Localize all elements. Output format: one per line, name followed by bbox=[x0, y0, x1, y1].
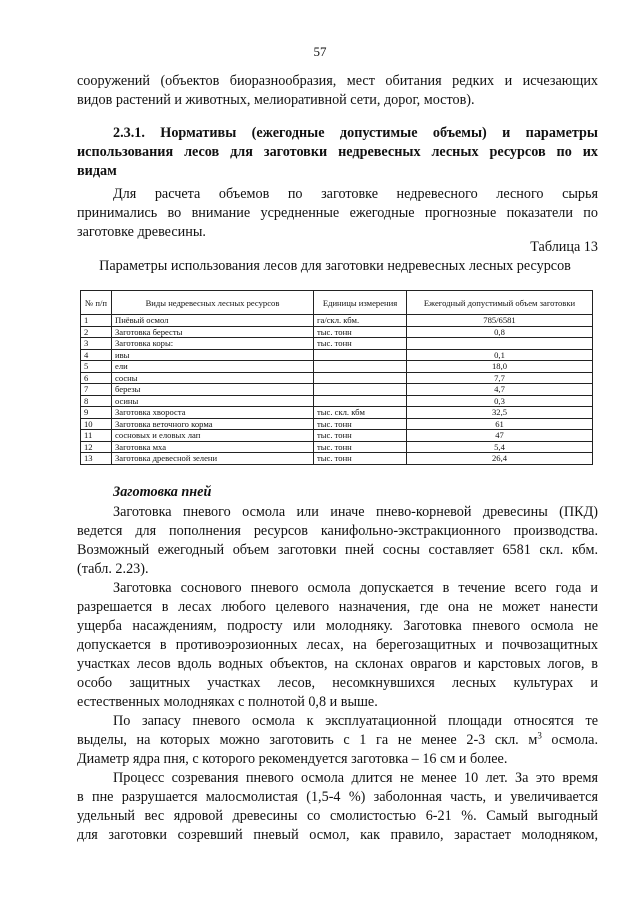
paragraph-stumps-1 bbox=[77, 503, 598, 579]
text-line: заготовке древесины. bbox=[77, 224, 206, 240]
unit-cell bbox=[314, 384, 407, 396]
header-cell: Единицы измерения bbox=[314, 291, 407, 315]
table-row bbox=[81, 430, 593, 442]
paragraph-stumps-2 bbox=[77, 579, 598, 712]
text-line: ущерба насаждениям, подросту или молодняку. Заготовка пневого осмола не bbox=[77, 618, 598, 634]
text-line: сооружений (объектов биоразнообразия, мест обитания редких и исчезающих bbox=[77, 73, 598, 89]
volume-cell: 18,0 bbox=[407, 361, 593, 373]
resource-name-cell: сосны bbox=[112, 372, 314, 384]
text-line: (табл. 2.23). bbox=[77, 561, 149, 577]
text-line: Возможный ежегодный объем заготовки пней сосны составляет 6581 скл. кбм. bbox=[77, 542, 598, 558]
volume-cell: 26,4 bbox=[407, 453, 593, 465]
text-line: Для расчета объемов по заготовке недревесного лесного сырья bbox=[113, 186, 598, 202]
table-row bbox=[81, 453, 593, 465]
paragraph-stumps-3 bbox=[77, 712, 598, 769]
resource-name-cell: Заготовка древесной зелени bbox=[112, 453, 314, 465]
unit-cell bbox=[314, 395, 407, 407]
volume-cell: 47 bbox=[407, 430, 593, 442]
row-number-cell: 1 bbox=[81, 315, 112, 327]
header-cell: Виды недревесных лесных ресурсов bbox=[112, 291, 314, 315]
resource-name-cell: березы bbox=[112, 384, 314, 396]
table-row bbox=[81, 315, 593, 327]
table-row bbox=[81, 384, 593, 396]
volume-cell: 0,8 bbox=[407, 326, 593, 338]
table-row bbox=[81, 338, 593, 350]
text-line: естественных молодняках с полнотой 0,8 и выше. bbox=[77, 694, 378, 710]
unit-cell: тыс. скл. кбм bbox=[314, 407, 407, 419]
text-line: По запасу пневого осмола к эксплуатационной площади относятся те bbox=[113, 713, 598, 729]
resource-name-cell: Заготовка веточного корма bbox=[112, 418, 314, 430]
superscript: 3 bbox=[537, 730, 542, 741]
table-header-row bbox=[81, 291, 593, 315]
text-line: в пне разрушается малосмолистая (1,5-4 %) заболонная часть, и увеличивается bbox=[77, 789, 598, 805]
header-cell: № п/п bbox=[81, 291, 112, 315]
paragraph-stumps-4 bbox=[77, 769, 598, 845]
row-number-cell: 13 bbox=[81, 453, 112, 465]
row-number-cell: 5 bbox=[81, 361, 112, 373]
table-row bbox=[81, 441, 593, 453]
unit-cell: тыс. тонн bbox=[314, 418, 407, 430]
unit-cell bbox=[314, 372, 407, 384]
intro-paragraph bbox=[77, 185, 598, 242]
row-number-cell: 6 bbox=[81, 372, 112, 384]
row-number-cell: 3 bbox=[81, 338, 112, 350]
unit-cell: га/скл. кбм. bbox=[314, 315, 407, 327]
volume-cell: 32,5 bbox=[407, 407, 593, 419]
row-number-cell: 9 bbox=[81, 407, 112, 419]
heading-line: 2.3.1. Нормативы (ежегодные допустимые объемы) и параметры bbox=[113, 125, 598, 141]
text-line: участках лесов вдоль водных объектов, на склонах оврагов и карстовых логов, в bbox=[77, 656, 598, 672]
heading-line: видам bbox=[77, 163, 117, 179]
row-number-cell: 4 bbox=[81, 349, 112, 361]
row-number-cell: 2 bbox=[81, 326, 112, 338]
volume-cell bbox=[407, 338, 593, 350]
text-line: Заготовка соснового пневого осмола допускается в течение всего года и bbox=[113, 580, 598, 596]
page-number: 57 bbox=[313, 44, 327, 59]
volume-cell: 61 bbox=[407, 418, 593, 430]
resource-name-cell: ивы bbox=[112, 349, 314, 361]
text-line: ведется для пополнения ресурсов канифольно-экстракционного производства. bbox=[77, 523, 598, 539]
row-number-cell: 12 bbox=[81, 441, 112, 453]
unit-cell bbox=[314, 349, 407, 361]
volume-cell: 4,7 bbox=[407, 384, 593, 396]
header-cell: Ежегодный допустимый объем заготовки bbox=[407, 291, 593, 315]
text-line: выделы, на которых можно заготовить с 1 га не менее 2-3 скл. $м^3$ осмола. bbox=[77, 730, 598, 748]
text-line: особо защитных участках лесов, несомкнувшихся лесных культурах и bbox=[77, 675, 598, 691]
table-row bbox=[81, 372, 593, 384]
unit-cell: тыс. тонн bbox=[314, 453, 407, 465]
section-heading bbox=[77, 124, 598, 181]
table-label: Таблица 13 bbox=[530, 239, 598, 255]
unit-cell bbox=[314, 361, 407, 373]
volume-cell: 0,1 bbox=[407, 349, 593, 361]
unit-cell: тыс. тонн bbox=[314, 326, 407, 338]
text-line: разрешается в лесах любого целевого назначения, где она не может нанести bbox=[77, 599, 598, 615]
text-line: удельный вес ядровой древесины со смолистостью 6-21 %. Самый выгодный bbox=[77, 808, 598, 824]
resource-name-cell: осины bbox=[112, 395, 314, 407]
resource-name-cell: ели bbox=[112, 361, 314, 373]
table-title: Параметры использования лесов для заготовки недревесных лесных ресурсов bbox=[99, 258, 571, 274]
row-number-cell: 10 bbox=[81, 418, 112, 430]
volume-cell: 785/6581 bbox=[407, 315, 593, 327]
volume-cell: 5,4 bbox=[407, 441, 593, 453]
unit-cell: тыс. тонн bbox=[314, 430, 407, 442]
row-number-cell: 11 bbox=[81, 430, 112, 442]
resource-name-cell: сосновых и еловых лап bbox=[112, 430, 314, 442]
table-row bbox=[81, 361, 593, 373]
resource-name-cell: Заготовка бересты bbox=[112, 326, 314, 338]
text-line: принимались во внимание усредненные ежегодные прогнозные показатели по bbox=[77, 205, 598, 221]
text-line: допускается в противоэрозионных лесах, на берегозащитных и почвозащитных bbox=[77, 637, 598, 653]
resource-name-cell: Заготовка коры: bbox=[112, 338, 314, 350]
text-line: Диаметр ядра пня, с которого рекомендуется заготовка – 16 см и более. bbox=[77, 751, 508, 767]
table-row bbox=[81, 407, 593, 419]
volume-cell: 7,7 bbox=[407, 372, 593, 384]
resource-name-cell: Заготовка мха bbox=[112, 441, 314, 453]
table-row bbox=[81, 349, 593, 361]
top-paragraph bbox=[77, 72, 598, 110]
resource-name-cell: Пнёвый осмол bbox=[112, 315, 314, 327]
text-line: Процесс созревания пневого осмола длится не менее 10 лет. За это время bbox=[113, 770, 598, 786]
subheading: Заготовка пней bbox=[113, 484, 212, 500]
resources-table bbox=[80, 290, 593, 465]
text-line: видов растений и животных, мелиоративной сети, дорог, мостов). bbox=[77, 92, 475, 108]
resource-name-cell: Заготовка хвороста bbox=[112, 407, 314, 419]
row-number-cell: 8 bbox=[81, 395, 112, 407]
row-number-cell: 7 bbox=[81, 384, 112, 396]
unit-cell: тыс. тонн bbox=[314, 338, 407, 350]
text-line: Заготовка пневого осмола или иначе пнево-корневой древесины (ПКД) bbox=[113, 504, 598, 520]
table-row bbox=[81, 395, 593, 407]
table-row bbox=[81, 326, 593, 338]
heading-line: использования лесов для заготовки недревесных лесных ресурсов по их bbox=[77, 144, 598, 160]
volume-cell: 0,3 bbox=[407, 395, 593, 407]
unit-cell: тыс. тонн bbox=[314, 441, 407, 453]
text-line: для заготовки созревший пневый осмол, как правило, зарастает молодняком, bbox=[77, 827, 598, 843]
table-row bbox=[81, 418, 593, 430]
